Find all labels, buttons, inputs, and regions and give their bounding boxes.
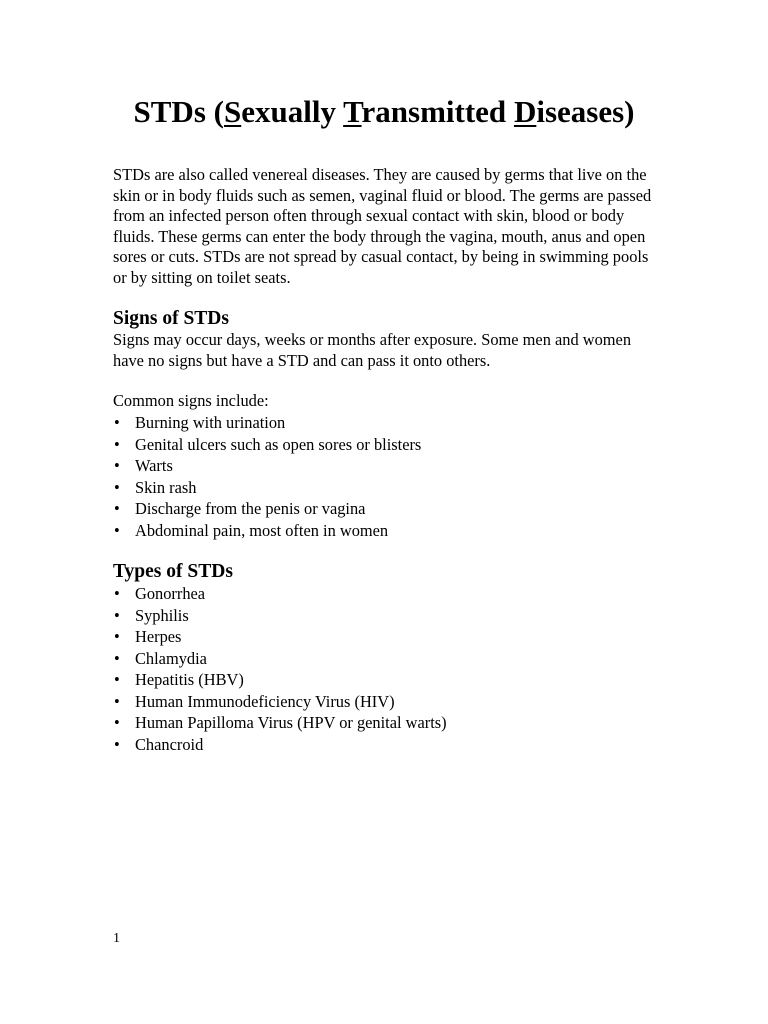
list-item bbox=[113, 434, 421, 456]
list-item bbox=[113, 669, 447, 691]
intro-paragraph: STDs are also called venereal diseases. They are caused by germs that live on the skin or in body fluids such as semen, vaginal fluid or blood. The germs are passed from an infected person often through sexual contact with skin, blood or body fluids. These germs can enter the body through the vagina, mouth, anus and open sores or cuts. STDs are not spread by casual contact, by being in swimming pools or by sitting on toilet seats. bbox=[113, 165, 652, 287]
bullet-icon: • bbox=[114, 477, 120, 497]
page-number: 1 bbox=[113, 931, 120, 946]
list-item bbox=[113, 412, 421, 434]
page-title bbox=[0, 92, 768, 132]
bullet-icon: • bbox=[114, 520, 120, 540]
types-heading: Types of STDs bbox=[113, 561, 233, 582]
bullet-icon: • bbox=[114, 605, 120, 625]
list-item-text: Abdominal pain, most often in women bbox=[135, 520, 389, 540]
intro-section bbox=[113, 165, 653, 288]
list-item bbox=[113, 734, 447, 756]
signs-paragraph: Signs may occur days, weeks or months after exposure. Some men and women have no signs but have a STD and can pass it onto others. bbox=[113, 330, 632, 370]
bullet-icon: • bbox=[114, 584, 120, 603]
list-item bbox=[113, 498, 421, 520]
signs-list bbox=[113, 412, 421, 541]
title-part-1: STDs ( bbox=[133, 94, 224, 129]
list-item-text: Hepatitis (HBV) bbox=[135, 670, 244, 689]
list-item-text: Skin rash bbox=[135, 477, 197, 497]
list-item bbox=[113, 712, 447, 734]
bullet-icon: • bbox=[114, 499, 120, 518]
title-part-4: iseases) bbox=[536, 94, 635, 129]
list-item bbox=[113, 520, 421, 542]
title-part-3: ransmitted bbox=[361, 94, 514, 129]
list-item bbox=[113, 648, 447, 670]
bullet-icon: • bbox=[114, 434, 120, 454]
list-item-text: Warts bbox=[135, 456, 173, 475]
list-item bbox=[113, 455, 421, 477]
common-signs-label: Common signs include: bbox=[113, 391, 269, 410]
list-item-text: Burning with urination bbox=[135, 413, 286, 432]
bullet-icon: • bbox=[114, 713, 120, 732]
title-letter-s: S bbox=[223, 94, 242, 129]
bullet-icon: • bbox=[114, 648, 120, 668]
list-item bbox=[113, 477, 421, 499]
title-part-2: exually bbox=[241, 94, 344, 129]
list-item bbox=[113, 626, 447, 648]
types-list bbox=[113, 583, 447, 755]
list-item-text: Human Papilloma Virus (HPV or genital warts) bbox=[135, 713, 447, 732]
list-item-text: Herpes bbox=[135, 627, 182, 646]
list-item-text: Genital ulcers such as open sores or blisters bbox=[135, 434, 422, 454]
list-item bbox=[113, 605, 447, 627]
list-item-text: Syphilis bbox=[135, 605, 189, 625]
list-item bbox=[113, 583, 447, 605]
list-item-text: Discharge from the penis or vagina bbox=[135, 499, 366, 518]
list-item-text: Gonorrhea bbox=[135, 584, 206, 603]
title-letter-d: D bbox=[513, 94, 537, 129]
bullet-icon: • bbox=[114, 456, 120, 475]
signs-heading: Signs of STDs bbox=[113, 308, 229, 329]
bullet-icon: • bbox=[114, 627, 120, 646]
bullet-icon: • bbox=[114, 413, 120, 432]
list-item-text: Human Immunodeficiency Virus (HIV) bbox=[135, 691, 395, 711]
bullet-icon: • bbox=[114, 734, 120, 754]
list-item bbox=[113, 691, 447, 713]
list-item-text: Chlamydia bbox=[135, 648, 207, 668]
title-letter-t: T bbox=[343, 94, 362, 129]
list-item-text: Chancroid bbox=[135, 734, 204, 754]
bullet-icon: • bbox=[114, 670, 120, 689]
bullet-icon: • bbox=[114, 691, 120, 711]
